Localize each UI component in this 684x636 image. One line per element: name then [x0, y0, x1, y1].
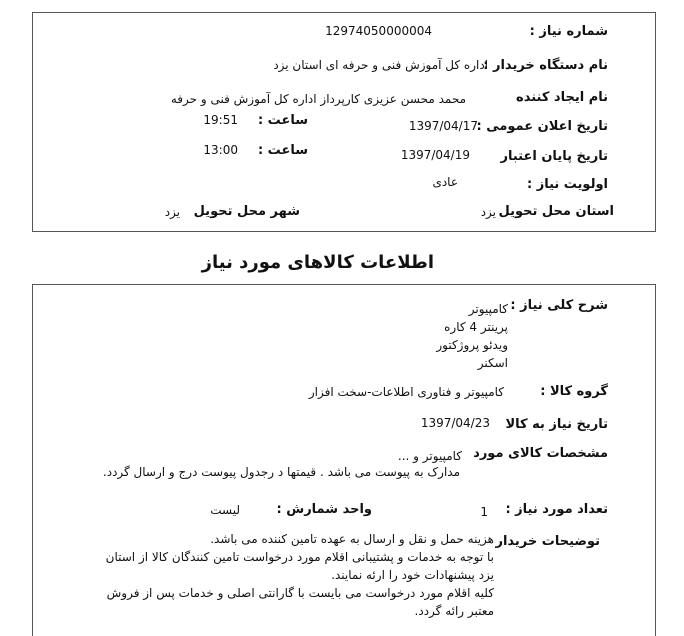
announce-date-value: 1397/04/17 [408, 119, 478, 133]
need-number-value: 12974050000004 [325, 24, 432, 38]
unit-value: لیست [210, 503, 240, 517]
summary-line: ویدئو پروژکتور [436, 338, 508, 352]
summary-line: کامپیوتر [468, 302, 508, 316]
buyer-notes-label: توضیحات خریدار [495, 534, 600, 549]
summary-line: پرینتر 4 کاره [444, 320, 508, 334]
buyer-notes-line: کلیه اقلام مورد درخواست می بایست با گارانتی اصلی و خدمات پس از فروش [106, 586, 494, 600]
buyer-label: نام دستگاه خریدار : [483, 58, 608, 73]
priority-label: اولویت نیاز : [526, 177, 608, 192]
expiry-time-value: 13:00 [203, 143, 238, 157]
expiry-date-value: 1397/04/19 [400, 148, 470, 162]
specs-label: مشخصات کالای مورد [473, 446, 608, 461]
buyer-notes-line: یزد پیشنهادات خود را ارئه نمایند. [331, 568, 494, 582]
group-label: گروه کالا : [540, 384, 608, 399]
group-value: کامپیوتر و فناوری اطلاعات-سخت افزار [308, 385, 504, 399]
need-date-value: 1397/04/23 [420, 416, 490, 430]
creator-value: محمد محسن عزیزی کارپرداز اداره کل آموزش فنی و حرفه [170, 92, 466, 106]
city-value: یزد [164, 205, 180, 219]
specs-line-1: کامپیوتر و ... [397, 449, 462, 463]
city-label: شهر محل تحویل [193, 204, 300, 219]
summary-label: شرح کلی نیاز : [510, 298, 608, 313]
buyer-notes-line: معتبر رائه گردد. [414, 604, 494, 618]
province-label: استان محل تحویل [498, 204, 614, 219]
unit-label: واحد شمارش : [276, 502, 372, 517]
specs-line-2: مدارک به پیوست می باشد . قیمتها د رجدول پیوست درج و ارسال گردد. [102, 465, 460, 479]
creator-label: نام ایجاد کننده [516, 90, 608, 105]
summary-line: اسکنر [477, 356, 508, 370]
province-value: یزد [480, 205, 496, 219]
priority-value: عادی [432, 175, 458, 189]
expiry-date-label: تاریخ پایان اعتبار [500, 149, 608, 164]
announce-date-label: تاریخ اعلان عمومی : [476, 119, 608, 134]
need-date-label: تاریخ نیاز به کالا [505, 417, 608, 432]
announce-time-label: ساعت : [257, 113, 308, 128]
quantity-label: تعداد مورد نیاز : [505, 502, 608, 517]
need-number-label: شماره نیاز : [529, 24, 608, 39]
buyer-notes-line: با توجه به خدمات و پشتیبانی اقلام مورد درخواست تامین کنندگان کالا از استان [105, 550, 494, 564]
buyer-value: اداره کل آموزش فنی و حرفه ای استان یزد [273, 58, 488, 72]
announce-time-value: 19:51 [203, 113, 238, 127]
expiry-time-label: ساعت : [257, 143, 308, 158]
quantity-value: 1 [480, 505, 488, 519]
buyer-notes-line: هزینه حمل و نقل و ارسال به عهده تامین کننده می باشد. [210, 532, 494, 546]
section-title: اطلاعات کالاهای مورد نیاز [201, 252, 434, 273]
